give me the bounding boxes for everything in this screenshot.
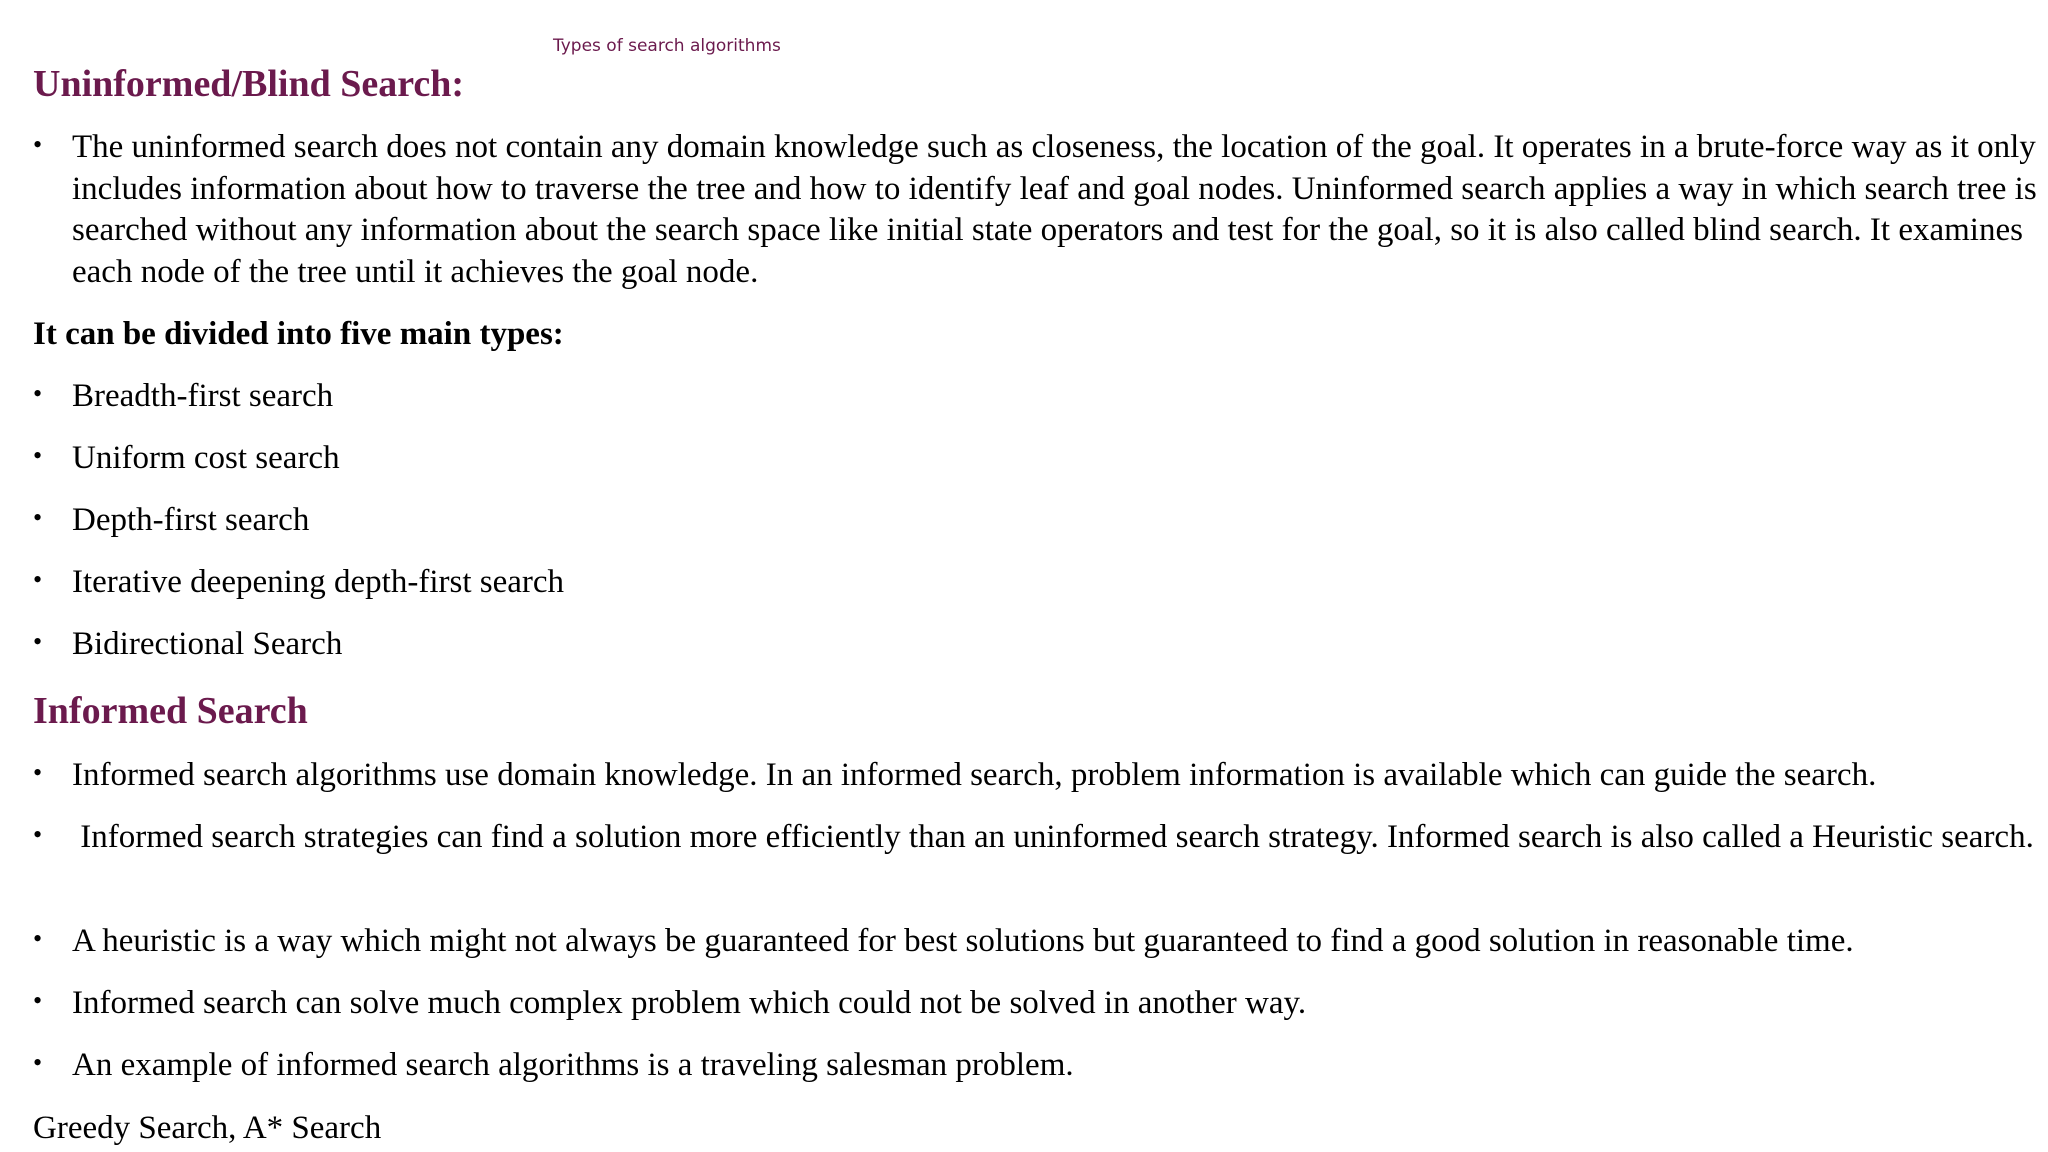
informed-point-1: Informed search algorithms use domain knowledge. In an informed search, problem information is available which can guide the search. <box>72 757 1877 793</box>
list-item <box>33 817 2033 859</box>
bullet-icon: • <box>33 130 43 159</box>
list-item <box>33 983 2033 1025</box>
bullet-icon: • <box>33 758 43 787</box>
types-heading: It can be divided into five main types: <box>33 316 564 352</box>
type-iterative-deepening: Iterative deepening depth-first search <box>72 564 565 600</box>
bullet-icon: • <box>33 924 43 953</box>
bullet-icon: • <box>33 986 43 1015</box>
bullet-icon: • <box>33 565 43 594</box>
uninformed-description-item <box>33 127 2037 293</box>
uninformed-description: The uninformed search does not contain any domain knowledge such as closeness, the location of the goal. It operates in a brute-force way as it only includes information about how to traverse the tree and how to identify leaf and goal nodes. Uninformed search applies a way in which search tree is searched without any information about the search space like initial state operators and test for the goal, so it is also called blind search. It examines each node of the tree until it achieves the goal node. <box>72 129 2037 290</box>
list-item <box>33 921 2033 963</box>
type-bidirectional: Bidirectional Search <box>72 626 343 662</box>
bullet-icon: • <box>33 441 43 470</box>
list-item <box>33 376 2033 418</box>
list-item <box>33 755 2033 797</box>
bullet-icon: • <box>33 820 43 849</box>
informed-point-5: An example of informed search algorithms is a traveling salesman problem. <box>72 1047 1074 1083</box>
list-item <box>33 1045 2033 1087</box>
slide-title: Types of search algorithms <box>553 36 781 56</box>
list-item <box>33 624 2033 666</box>
informed-heading: Informed Search <box>33 690 308 732</box>
informed-point-3: A heuristic is a way which might not always be guaranteed for best solutions but guaranteed to find a good solution in reasonable time. <box>72 923 1854 959</box>
type-breadth-first: Breadth-first search <box>72 378 334 414</box>
bullet-icon: • <box>33 1048 43 1077</box>
list-item <box>33 500 2033 542</box>
type-uniform-cost: Uniform cost search <box>72 440 340 476</box>
type-depth-first: Depth-first search <box>72 502 310 538</box>
bullet-icon: • <box>33 503 43 532</box>
informed-point-2: Informed search strategies can find a solution more efficiently than an uninformed search strategy. Informed search is also called a Heuristic search. <box>72 819 2034 855</box>
bullet-icon: • <box>33 379 43 408</box>
list-item <box>33 438 2033 480</box>
uninformed-heading: Uninformed/Blind Search: <box>33 63 465 105</box>
list-item <box>33 562 2033 604</box>
informed-point-4: Informed search can solve much complex problem which could not be solved in another way. <box>72 985 1307 1021</box>
informed-examples: Greedy Search, A* Search <box>33 1110 382 1146</box>
bullet-icon: • <box>33 627 43 656</box>
